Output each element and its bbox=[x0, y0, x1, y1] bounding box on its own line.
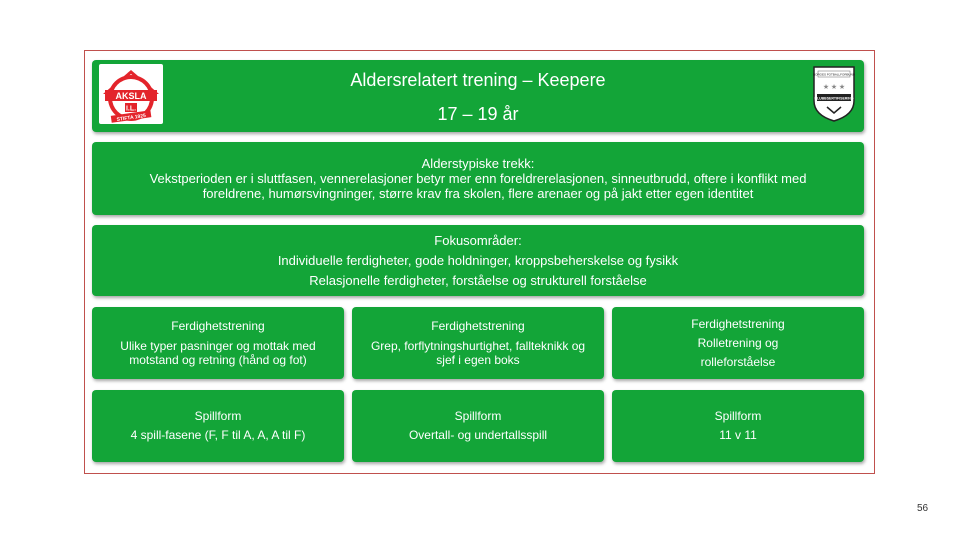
logo-text-name: AKSLA bbox=[115, 91, 147, 101]
cell-text-line: Rolletrening og bbox=[697, 335, 779, 350]
cell-text-line: Ulike typer pasninger og mottak med bbox=[120, 339, 316, 353]
skill-training-box-role bbox=[612, 307, 864, 379]
cell-text-line: Overtall- og undertallsspill bbox=[408, 428, 548, 442]
badge-text-top: NORGES FOTBALLFORBUND bbox=[812, 72, 856, 77]
cell-heading: Spillform bbox=[454, 409, 502, 423]
page-subtitle: 17 – 19 år bbox=[437, 104, 519, 124]
page-title: Aldersrelatert trening – Keepere bbox=[350, 70, 606, 90]
cell-text-line: 4 spill-fasene (F, F til A, A, A til F) bbox=[130, 428, 306, 442]
cell-heading: Ferdighetstrening bbox=[691, 316, 785, 331]
focus-text-line: Individuelle ferdigheter, gode holdninger, kroppsbeherskelse og fysikk bbox=[277, 252, 679, 268]
traits-text-line: Vekstperioden er i sluttfasen, vennerelasjoner betyr mer enn foreldrerelasjonen, sinneutbrudd, oftere i konflikt med bbox=[149, 171, 807, 186]
cell-heading: Ferdighetstrening bbox=[171, 319, 265, 333]
svg-text:★: ★ bbox=[830, 84, 838, 91]
game-form-box-11v11 bbox=[612, 390, 864, 462]
game-form-box-phases bbox=[92, 390, 344, 462]
badge-text-label: KLUBBSERTIFISERING bbox=[814, 96, 854, 101]
game-form-box-overload bbox=[352, 390, 604, 462]
age-traits-box bbox=[92, 142, 864, 215]
svg-text:★: ★ bbox=[822, 84, 830, 91]
aksla-logo bbox=[99, 64, 163, 124]
focus-heading: Fokusområder: bbox=[434, 232, 522, 248]
header-box bbox=[92, 60, 864, 132]
focus-areas-box bbox=[92, 225, 864, 296]
logo-text-founded: STIFTA 1925 bbox=[116, 112, 147, 124]
certification-badge-icon bbox=[812, 65, 856, 123]
cell-heading: Spillform bbox=[714, 409, 762, 423]
skill-training-box-grip bbox=[352, 307, 604, 379]
cell-text-line: motstand og retning (hånd og fot) bbox=[129, 353, 307, 367]
traits-text-line: foreldrene, humørsvingninger, større krav fra skolen, flere arenaer og på jakt etter egen identitet bbox=[202, 186, 754, 201]
skill-training-box-passing bbox=[92, 307, 344, 379]
cell-text-line: rolleforståelse bbox=[700, 354, 776, 369]
focus-text-line: Relasjonelle ferdigheter, forståelse og strukturell forståelse bbox=[309, 272, 647, 288]
page-number: 56 bbox=[917, 503, 929, 514]
svg-text:★: ★ bbox=[838, 84, 846, 91]
logo-text-il: I.L. bbox=[125, 105, 137, 113]
cell-heading: Spillform bbox=[194, 409, 242, 423]
cell-text-line: sjef i egen boks bbox=[436, 353, 520, 367]
cell-text-line: Grep, forflytningshurtighet, fallteknikk og bbox=[370, 339, 586, 353]
cell-heading: Ferdighetstrening bbox=[431, 319, 525, 333]
cell-text-line: 11 v 11 bbox=[719, 428, 757, 442]
traits-heading: Alderstypiske trekk: bbox=[421, 156, 535, 171]
